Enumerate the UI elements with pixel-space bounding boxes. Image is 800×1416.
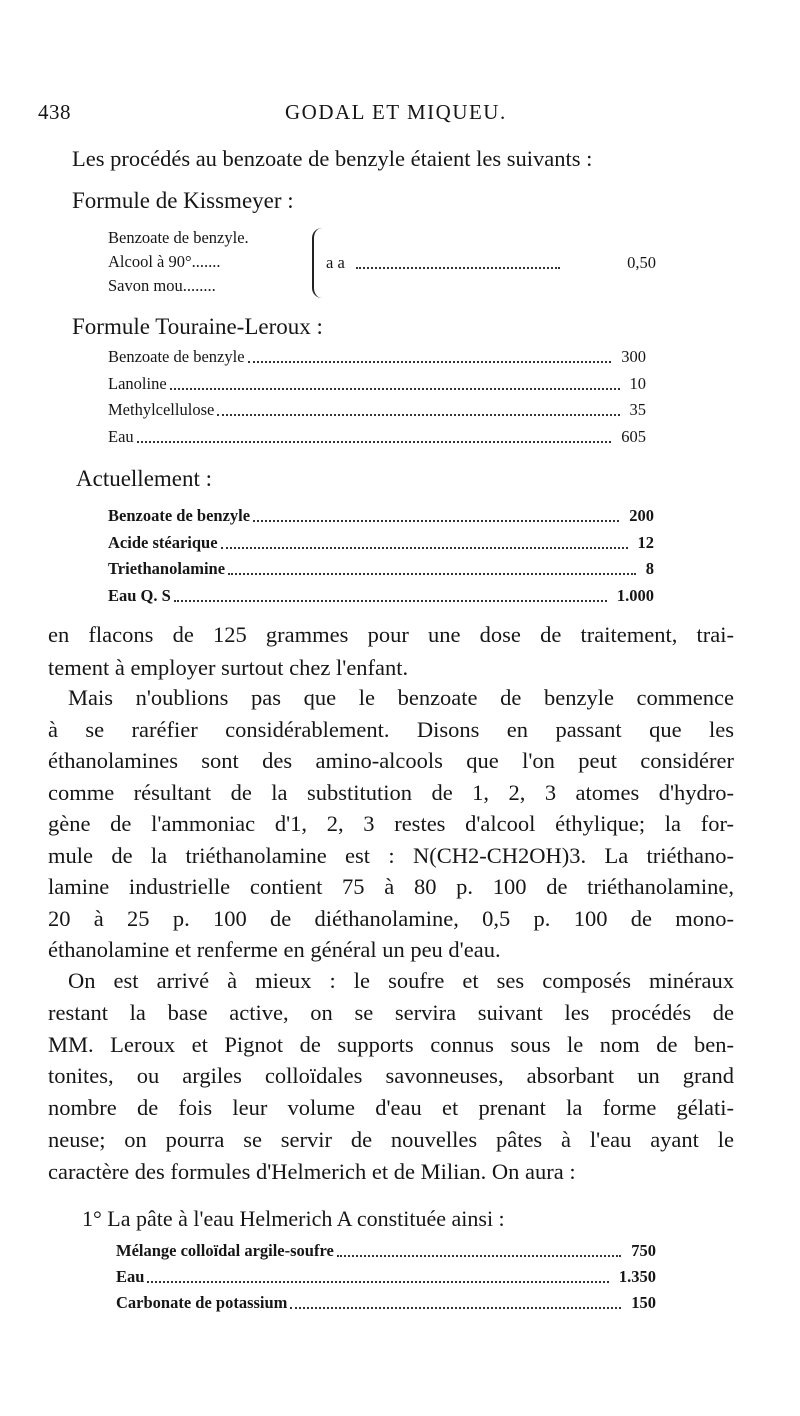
paragraph-ethanolamines-line: 20 à 25 p. 100 de diéthanolamine, 0,5 p. 100 de mono-: [48, 905, 734, 931]
actuellement-item-label: Triethanolamine: [108, 559, 226, 578]
touraine-item-row: [108, 346, 646, 368]
kissmeyer-item: Savon mou........: [108, 276, 216, 295]
actuellement-heading: Actuellement :: [76, 466, 213, 491]
leader-dots: [356, 267, 560, 269]
leader-dots: [170, 388, 620, 390]
touraine-item-row: [108, 426, 646, 448]
paragraph-bentonites-line: caractère des formules d'Helmerich et de Milian. On aura :: [48, 1158, 576, 1184]
paragraph-ethanolamines-line: lamine industrielle contient 75 à 80 p. 100 de triéthanolamine,: [48, 874, 734, 899]
actuellement-item-label: Eau Q. S: [108, 585, 171, 605]
leader-dots: [137, 441, 612, 443]
paragraph-bentonites-line: neuse; on pourra se servir de nouvelles pâtes à l'eau ayant le: [48, 1127, 734, 1152]
paragraph-ethanolamines-line: comme résultant de la substitution de 1, 2, 3 atomes d'hydro-: [48, 779, 734, 805]
intro-line: Les procédés au benzoate de benzyle étaient les suivants :: [72, 146, 593, 171]
leader-dots: [174, 600, 607, 602]
leader-dots: [228, 573, 636, 575]
helmerich-item-quantity: 1.350: [618, 1267, 656, 1286]
actuellement-item-row: [108, 532, 654, 554]
helmerich-item-quantity: 150: [631, 1293, 656, 1312]
running-head: [38, 100, 718, 128]
kissmeyer-item: Benzoate de benzyle.: [108, 228, 249, 247]
actuellement-item-row: [108, 505, 654, 527]
helmerich-item-row: [116, 1266, 656, 1288]
leader-dots: [147, 1281, 608, 1283]
helmerich-item-label: Carbonate de potassium: [116, 1293, 288, 1312]
actuellement-item-row: [108, 558, 654, 580]
paragraph-ethanolamines-line: éthanolamine et renferme en général un peu d'eau.: [48, 937, 501, 962]
paragraph-flacons-line: en flacons de 125 grammes pour une dose de traitement, trai-: [48, 622, 734, 647]
paragraph-bentonites-line: nombre de fois leur volume d'eau et prenant la forme gélati-: [48, 1095, 734, 1121]
helmerich-item-row: [116, 1292, 656, 1314]
kissmeyer-quantity: 0,50: [627, 253, 656, 272]
helmerich-item-label: Eau: [116, 1267, 145, 1286]
kissmeyer-item: Alcool à 90°.......: [108, 252, 221, 271]
paragraph-ethanolamines-line: mule de la triéthanolamine est : N(CH2-CH2OH)3. La triéthano-: [48, 842, 734, 868]
paragraph-ethanolamines-line: Mais n'oublions pas que le benzoate de benzyle commence: [68, 685, 734, 710]
actuellement-item-quantity: 200: [629, 506, 654, 525]
running-title: GODAL ET MIQUEU.: [285, 100, 507, 124]
actuellement-item-quantity: 1.000: [616, 585, 654, 605]
touraine-item-quantity: 605: [621, 426, 646, 446]
paragraph-bentonites-line: tonites, ou argiles colloïdales savonneuses, absorbant un grand: [48, 1063, 734, 1089]
leader-dots: [217, 414, 619, 416]
touraine-heading: Formule Touraine-Leroux :: [72, 314, 323, 339]
touraine-item-row: [108, 373, 646, 395]
actuellement-item-row: [108, 585, 654, 607]
touraine-item-label: Methylcellulose: [108, 400, 215, 419]
actuellement-item-quantity: 12: [637, 532, 654, 552]
leader-dots: [221, 547, 628, 549]
touraine-item-label: Lanoline: [108, 373, 167, 393]
ana-label: a a: [326, 253, 345, 272]
leader-dots: [290, 1307, 621, 1309]
leader-dots: [248, 361, 612, 363]
page-number: 438: [38, 100, 71, 124]
touraine-item-quantity: 300: [621, 347, 646, 366]
paragraph-bentonites-line: restant la base active, on se servira suivant les procédés de: [48, 999, 734, 1025]
leader-dots: [337, 1255, 621, 1257]
kissmeyer-ingredients: [108, 226, 249, 298]
leader-dots: [253, 520, 619, 522]
touraine-item-label: Eau: [108, 426, 134, 446]
helmerich-item-quantity: 750: [631, 1241, 656, 1260]
helmerich-item-row: [116, 1240, 656, 1262]
touraine-item-quantity: 10: [629, 373, 646, 393]
paragraph-bentonites-line: MM. Leroux et Pignot de supports connus sous le nom de ben-: [48, 1031, 734, 1057]
kissmeyer-quantity-row: [326, 252, 656, 274]
paragraph-ethanolamines-line: gène de l'ammoniac d'1, 2, 3 restes d'alcool éthylique; la for-: [48, 811, 734, 836]
touraine-item-label: Benzoate de benzyle: [108, 347, 245, 366]
helmerich-heading: 1° La pâte à l'eau Helmerich A constituée ainsi :: [82, 1206, 505, 1231]
touraine-item-quantity: 35: [629, 400, 646, 419]
paragraph-bentonites-line: On est arrivé à mieux : le soufre et ses composés minéraux: [68, 968, 734, 993]
actuellement-item-quantity: 8: [645, 559, 654, 578]
paragraph-flacons-line: tement à employer surtout chez l'enfant.: [48, 654, 409, 680]
actuellement-item-label: Benzoate de benzyle: [108, 506, 251, 525]
actuellement-item-label: Acide stéarique: [108, 532, 218, 552]
paragraph-ethanolamines-line: à se raréfier considérablement. Disons en passant que les: [48, 716, 734, 742]
helmerich-item-label: Mélange colloïdal argile-soufre: [116, 1241, 334, 1260]
kissmeyer-heading: Formule de Kissmeyer :: [72, 188, 294, 213]
grouping-brace: [312, 228, 322, 298]
paragraph-ethanolamines-line: éthanolamines sont des amino-alcools que l'on peut considérer: [48, 748, 734, 773]
touraine-item-row: [108, 399, 646, 421]
